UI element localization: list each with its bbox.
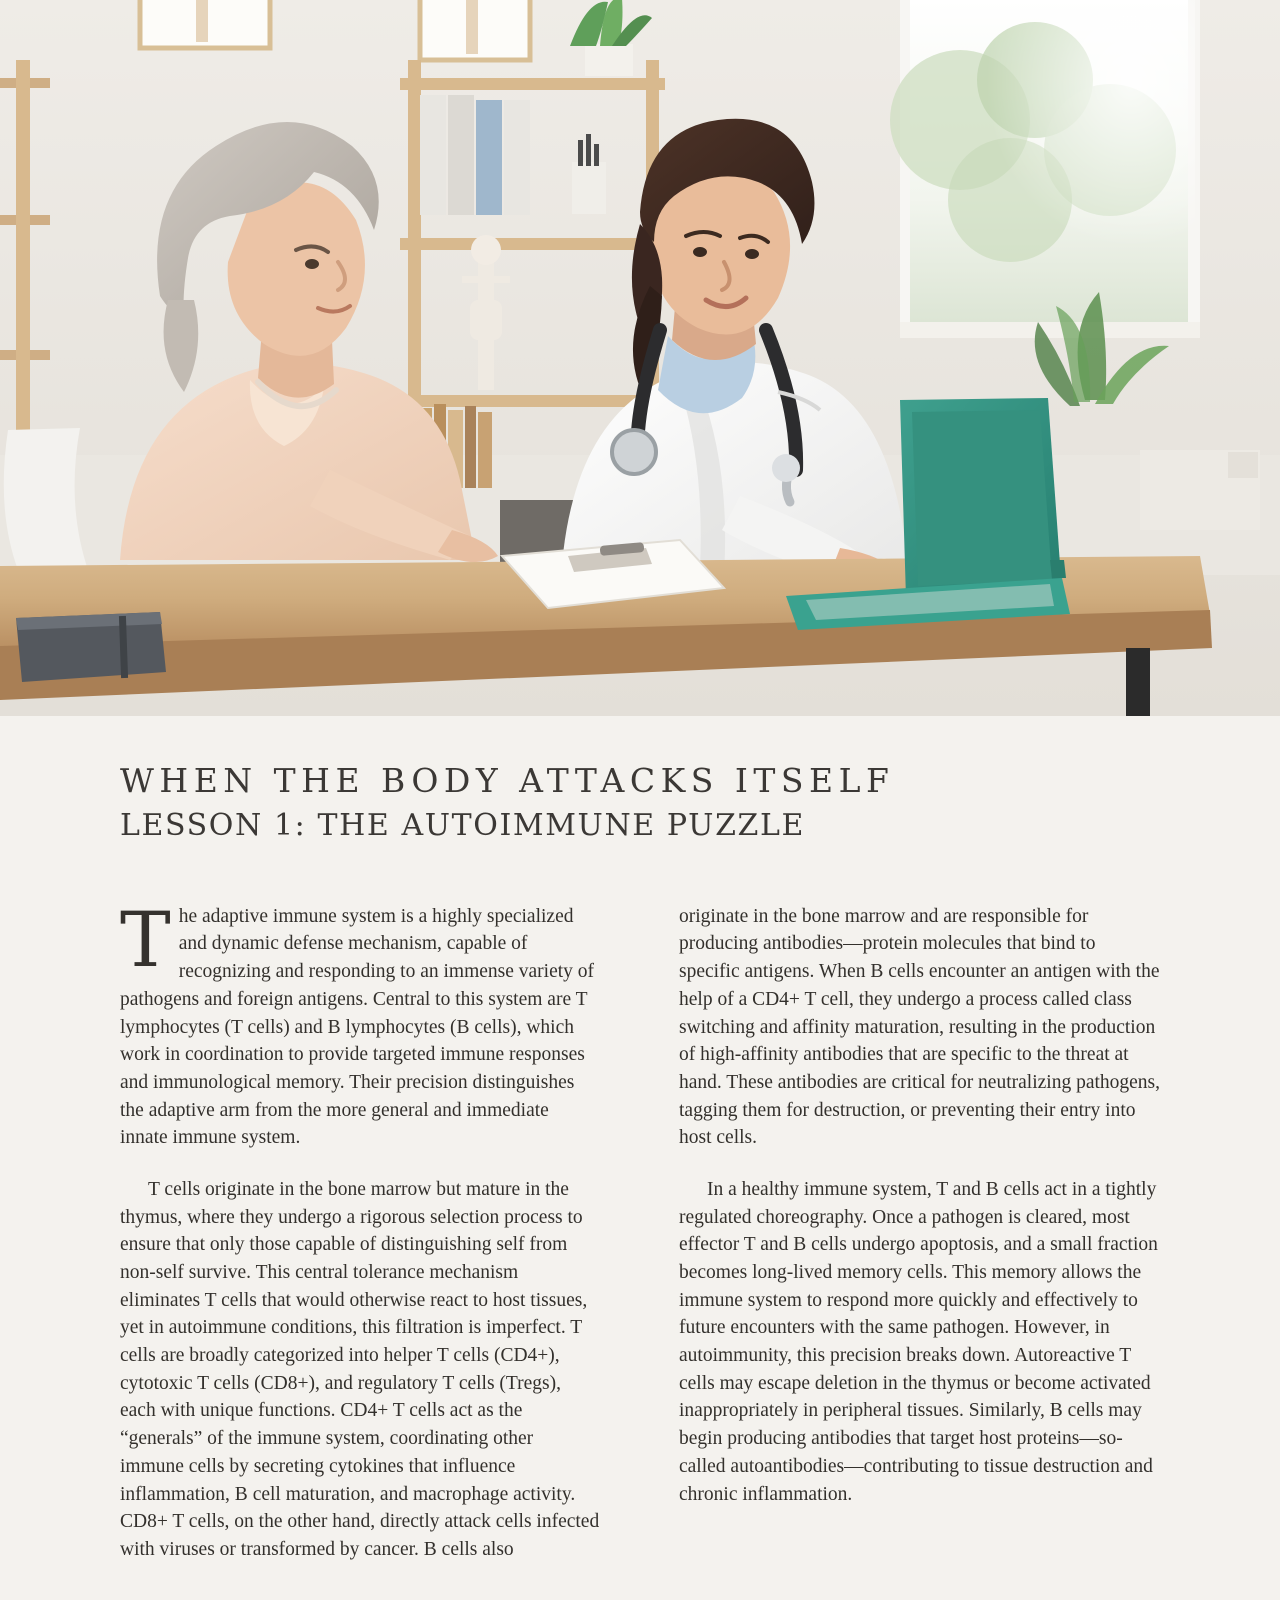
- column-right: [679, 903, 1160, 1588]
- paragraph: T cells originate in the bone marrow but mature in the thymus, where they undergo a rigorous selection process to ensure that only those capable of distinguishing self from non-self survive. This central tolerance mechanism eliminates T cells that would otherwise react to host tissues, yet in autoimmune conditions, this filtration is imperfect. T cells are broadly categorized into helper T cells (CD4+), cytotoxic T cells (CD8+), and regulatory T cells (Tregs), each with unique functions. CD4+ T cells act as the “generals” of the immune system, coordinating other immune cells by secreting cytokines that influence inflammation, B cell maturation, and macrophage activity. CD8+ T cells, on the other hand, directly attack cells infected with viruses or transformed by cancer. B cells also: [120, 1178, 600, 1560]
- column-left: [120, 894, 601, 1588]
- paragraph: The adaptive immune system is a highly specialized and dynamic defense mechanism, capable of recognizing and responding to an immense variety of pathogens and foreign antigens. Central to this system are T lymphocytes (T cells) and B lymphocytes (B cells), which work in coordination to provide targeted immune responses and immunological memory. Their precision distinguishes the adaptive arm from the more general and immediate innate immune system.: [120, 894, 595, 1149]
- title-block: [120, 760, 1160, 845]
- text-columns: [120, 894, 1161, 1588]
- paragraph: In a healthy immune system, T and B cells act in a tightly regulated choreography. Once a pathogen is cleared, most effector T and B cells undergo apoptosis, and a small fraction becomes long-lived memory cells. This memory allows the immune system to respond more quickly and effectively to future encounters with the same pathogen. However, in autoimmunity, this precision breaks down. Autoreactive T cells may escape deletion in the thymus or become activated inappropriately in peripheral tissues. Similarly, B cells may begin producing antibodies that target host proteins—so-called autoantibodies—contributing to tissue destruction and chronic inflammation.: [679, 1178, 1158, 1505]
- page-title: WHEN THE BODY ATTACKS ITSELF: [120, 761, 895, 800]
- page-subtitle: LESSON 1: THE AUTOIMMUNE PUZZLE: [120, 808, 805, 844]
- hero-image: [0, 0, 1280, 716]
- hero-illustration: [0, 0, 1280, 716]
- article-body: [0, 716, 1280, 1588]
- paragraph: originate in the bone marrow and are responsible for producing antibodies—protein molecules that bind to specific antigens. When B cells encounter an antigen with the help of a CD4+ T cell, they undergo a process called class switching and affinity maturation, resulting in the production of high-affinity antibodies that are specific to the threat at hand. These antibodies are critical for neutralizing pathogens, tagging them for destruction, or preventing their entry into host cells.: [679, 905, 1161, 1149]
